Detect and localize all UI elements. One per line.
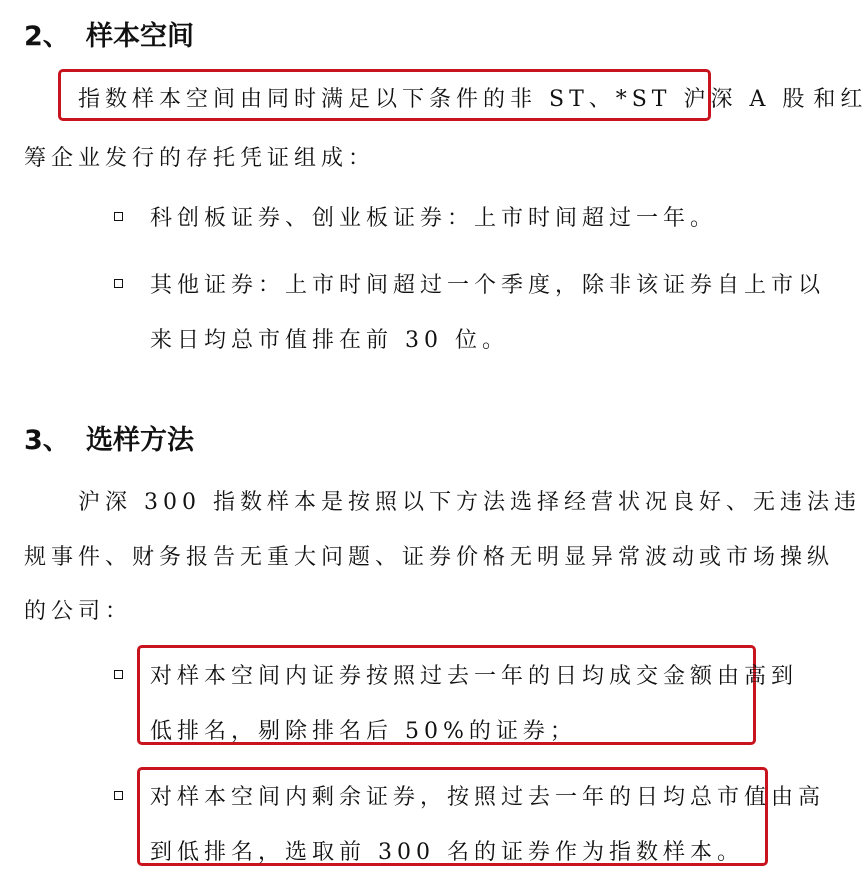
highlighted-text: 指数样本空间由同时满足以下条件的非 ST、*ST 沪深 A 股 bbox=[78, 87, 810, 112]
bullet-text: 其他证券：上市时间超过一个季度，除非该证券自上市以 bbox=[150, 273, 826, 298]
section-number: 2、 bbox=[24, 21, 70, 52]
bullet-text: 科创板证券、创业板证券：上市时间超过一年。 bbox=[150, 206, 718, 231]
paragraph-line bbox=[78, 82, 867, 113]
section-title: 选样方法 bbox=[86, 425, 194, 456]
section-number: 3、 bbox=[24, 425, 70, 456]
section-3-heading bbox=[24, 418, 194, 457]
bullet-text: 低排名，剔除排名后 50%的证券； bbox=[150, 719, 577, 744]
paragraph-text: 和红 bbox=[813, 87, 867, 112]
square-bullet-icon bbox=[114, 791, 123, 800]
bullet-text: 对样本空间内剩余证券，按照过去一年的日均总市值由高 bbox=[150, 785, 826, 810]
paragraph-line: 的公司： bbox=[24, 599, 133, 624]
square-bullet-icon bbox=[114, 670, 123, 679]
section-title: 样本空间 bbox=[86, 21, 194, 52]
bullet-text: 来日均总市值排在前 30 位。 bbox=[150, 328, 509, 353]
paragraph-line: 筹企业发行的存托凭证组成： bbox=[24, 146, 376, 171]
paragraph-line: 沪深 300 指数样本是按照以下方法选择经营状况良好、无违法违 bbox=[78, 490, 861, 515]
section-2-heading bbox=[24, 14, 194, 53]
square-bullet-icon bbox=[114, 279, 123, 288]
paragraph-line: 规事件、财务报告无重大问题、证券价格无明显异常波动或市场操纵 bbox=[24, 545, 835, 570]
bullet-text: 到低排名，选取前 300 名的证券作为指数样本。 bbox=[150, 840, 744, 865]
bullet-text: 对样本空间内证券按照过去一年的日均成交金额由高到 bbox=[150, 664, 799, 689]
square-bullet-icon bbox=[114, 212, 123, 221]
